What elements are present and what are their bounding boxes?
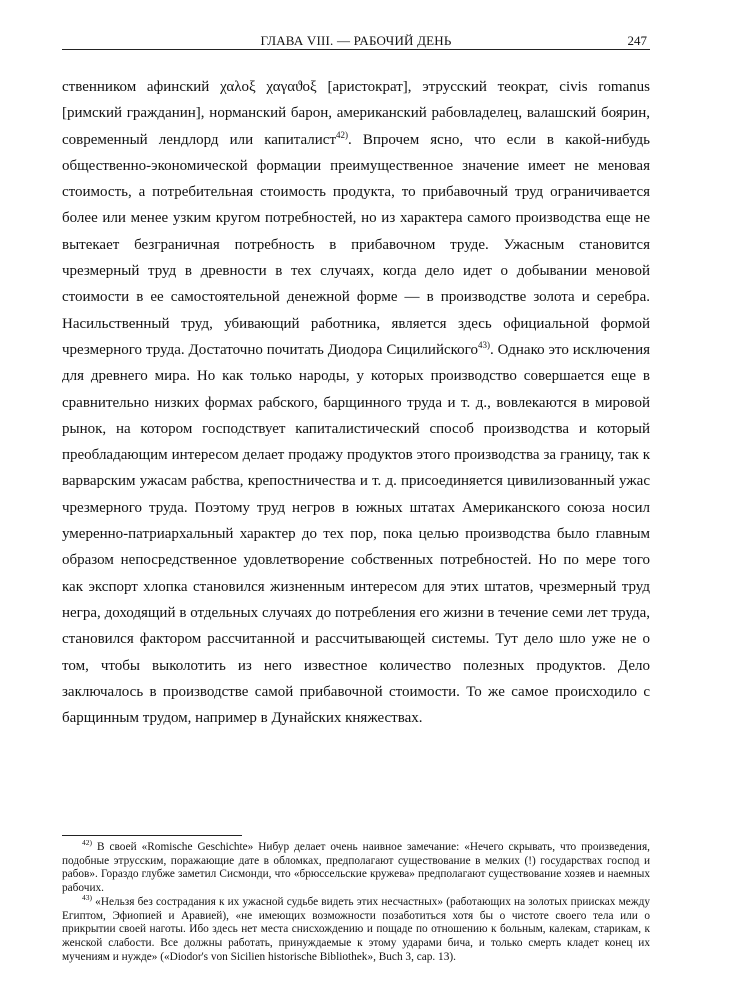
latin-phrase: civis romanus [559, 79, 650, 95]
text-segment: [римский гражданин], норманский барон, американский рабовладелец, валашский боярин, современный лендлорд или капиталист [62, 105, 650, 148]
footnote-text: «Нельзя без сострадания к их ужасной судьбе видеть этих несчастных» (работающих на золотых приисках между Египтом, Эфиопией и Аравией), «не имеющих возможности позаботиться хотя бы о чистоте своего тела или о прикрытии своей наготы. Ибо здесь нет места снисхождению и пощаде по отношению к больным, калекам, старикам, к женской слабости. Все должны работать, принуждаемые к этому ударами бича, и только смерть кладет конец их мучениям и нужде» («Diodor's von Sicilien historische Bibliothek», Buch 3, cap. 13). [62, 896, 650, 963]
text-segment: ственником афинский [62, 79, 221, 95]
footnote [62, 893, 650, 965]
body-paragraph [62, 74, 650, 731]
running-header [62, 33, 650, 50]
footnote-ref: 43) [477, 339, 490, 350]
text-segment: . Впрочем ясно, что если в какой-нибудь общественно-экономической формации преимущественное значение имеет не меновая стоимость, а потребительная стоимость продукта, то прибавочный труд ограничивается более или менее узким кругом потребностей, но из характера самого производства еще не вытекает безграничная потребность в прибавочном труде. Ужасным становится чрезмерный труд в древности в тех случаях, когда дело идет о добывании меновой стоимости в ее самостоятельной денежной форме — в производстве золота и серебра. Насильственный труд, убивающий работника, является здесь официальной формой чрезмерного труда. Достаточно почитать Диодора Сицилийского [62, 131, 650, 358]
footnote-ref: 42) [336, 129, 349, 140]
text-segment: [аристократ], этрусский теократ, [316, 79, 560, 95]
footnote [62, 838, 650, 896]
footnote-marker: 42) [82, 838, 92, 848]
footnote-marker: 43) [82, 893, 92, 903]
text-segment: . Однако это исключения для древнего мира. Но как только народы, у которых производство совершается еще в сравнительно низких формах рабского, барщинного труда и т. д., вовлекаются в мировой рынок, на котором господствует капиталистический способ производства и который преобладающим интересом делает продажу продуктов этого производства за границу, так к варварским ужасам рабства, крепостничества и т. д. присоединяется цивилизованный ужас чрезмерного труда. Поэтому труд негров в южных штатах Американского союза носил умеренно-патриархальный характер до тех пор, пока целью производства было главным образом непосредственное удовлетворение собственных потребностей. Но по мере того как экспорт хлопка становился жизненным интересом для этих штатов, чрезмерный труд негра, доходящий в отдельных случаях до потребления его жизни в течение семи лет труда, становился фактором рассчитанной и рассчитывающей системы. Тут дело шло уже не о том, чтобы выколотить из него известное количество полезных продуктов. Дело заключалось в производстве самой прибавочной стоимости. То же самое происходило с барщинным трудом, например в Дунайских княжествах. [62, 341, 650, 727]
footnote-separator [62, 835, 242, 836]
footnote-text: В своей «Romische Geschichte» Нибур делает очень наивное замечание: «Нечего скрывать, что произведения, подобные этрусским, поражающие дате в обломках, предполагают существование в мелких (!) государствах господ и рабов». Гораздо глубже заметил Сисмонди, что «брюссельские кружева» предполагают существование хозяев и наемных рабочих. [62, 841, 650, 895]
main-text [62, 74, 650, 731]
chapter-title: ГЛАВА VIII. — РАБОЧИЙ ДЕНЬ [260, 33, 452, 48]
greek-word: χαλοξ χαγαϑοξ [220, 79, 317, 95]
page-number: 247 [627, 33, 647, 48]
